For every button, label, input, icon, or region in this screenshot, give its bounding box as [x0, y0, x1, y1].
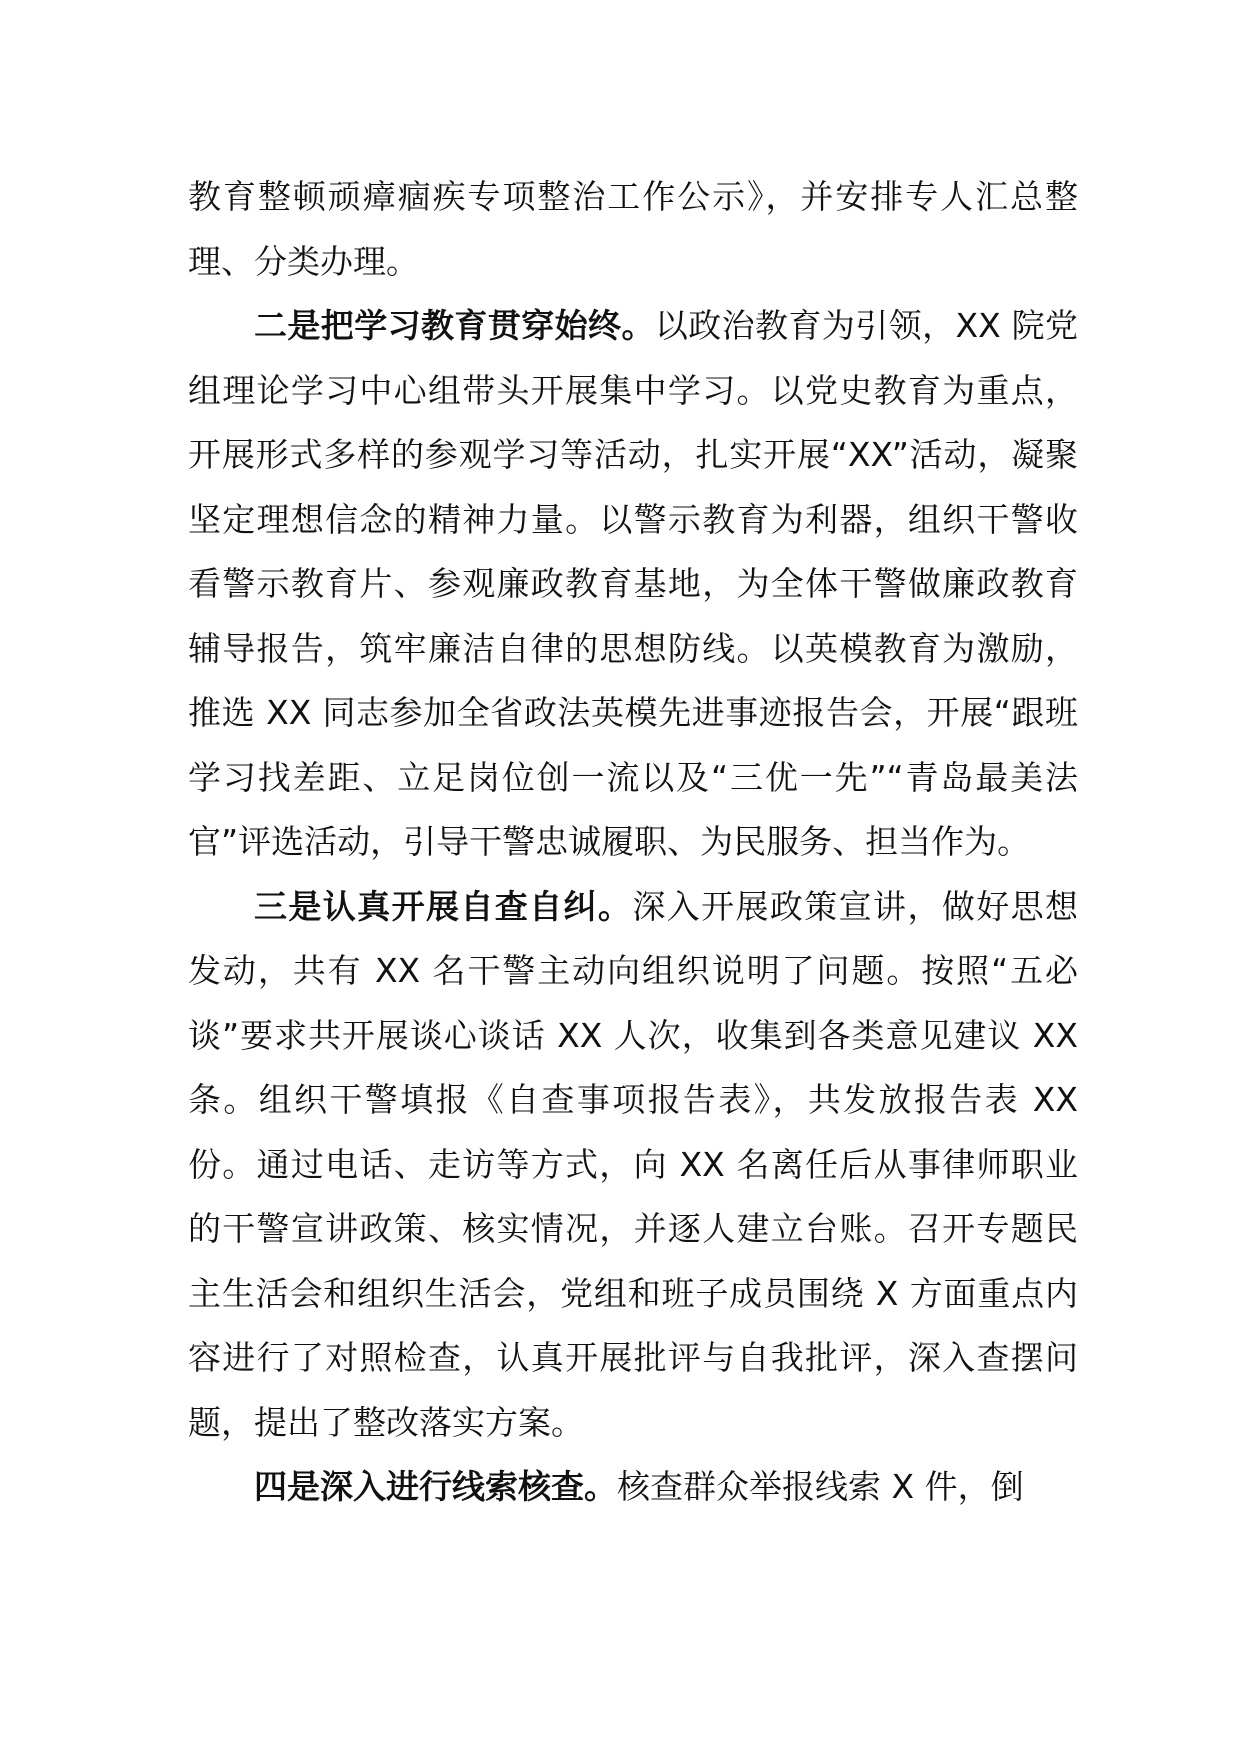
document-body	[188, 165, 1078, 1520]
paragraph-1	[188, 165, 1078, 294]
paragraph-2-text: 以政治教育为引领，XX 院党组理论学习中心组带头开展集中学习。以党史教育为重点，开展形式多样的参观学习等活动，扎实开展“XX”活动，凝聚坚定理想信念的精神力量。以警示教育为利器，组织干警收看警示教育片、参观廉政教育基地，为全体干警做廉政教育辅导报告，筑牢廉洁自律的思想防线。以英模教育为激励，推选 XX 同志参加全省政法英模先进事迹报告会，开展“跟班学习找差距、立足岗位创一流以及“三优一先”“青岛最美法官”评选活动，引导干警忠诚履职、为民服务、担当作为。	[188, 306, 1078, 861]
paragraph-2	[188, 294, 1078, 875]
paragraph-3-text: 深入开展政策宣讲，做好思想发动，共有 XX 名干警主动向组织说明了问题。按照“五必谈”要求共开展谈心谈话 XX 人次，收集到各类意见建议 XX 条。组织干警填报《自查事项报告表》，共发放报告表 XX 份。通过电话、走访等方式，向 XX 名离任后从事律师职业的干警宣讲政策、核实情况，并逐人建立台账。召开专题民主生活会和组织生活会，党组和班子成员围绕 X 方面重点内容进行了对照检查，认真开展批评与自我批评，深入查摆问题，提出了整改落实方案。	[188, 886, 1079, 1442]
paragraph-2-lead: 二是把学习教育贯穿始终。	[254, 306, 655, 345]
paragraph-3-lead: 三是认真开展自查自纠。	[254, 886, 633, 926]
paragraph-1-text: 教育整顿顽瘴痼疾专项整治工作公示》，并安排专人汇总整理、分类办理。	[188, 177, 1078, 281]
paragraph-4-lead: 四是深入进行线索核查。	[254, 1467, 617, 1506]
paragraph-4-text: 核查群众举报线索 X 件，倒	[617, 1467, 1024, 1506]
paragraph-3	[188, 875, 1078, 1456]
paragraph-4	[188, 1455, 1078, 1520]
